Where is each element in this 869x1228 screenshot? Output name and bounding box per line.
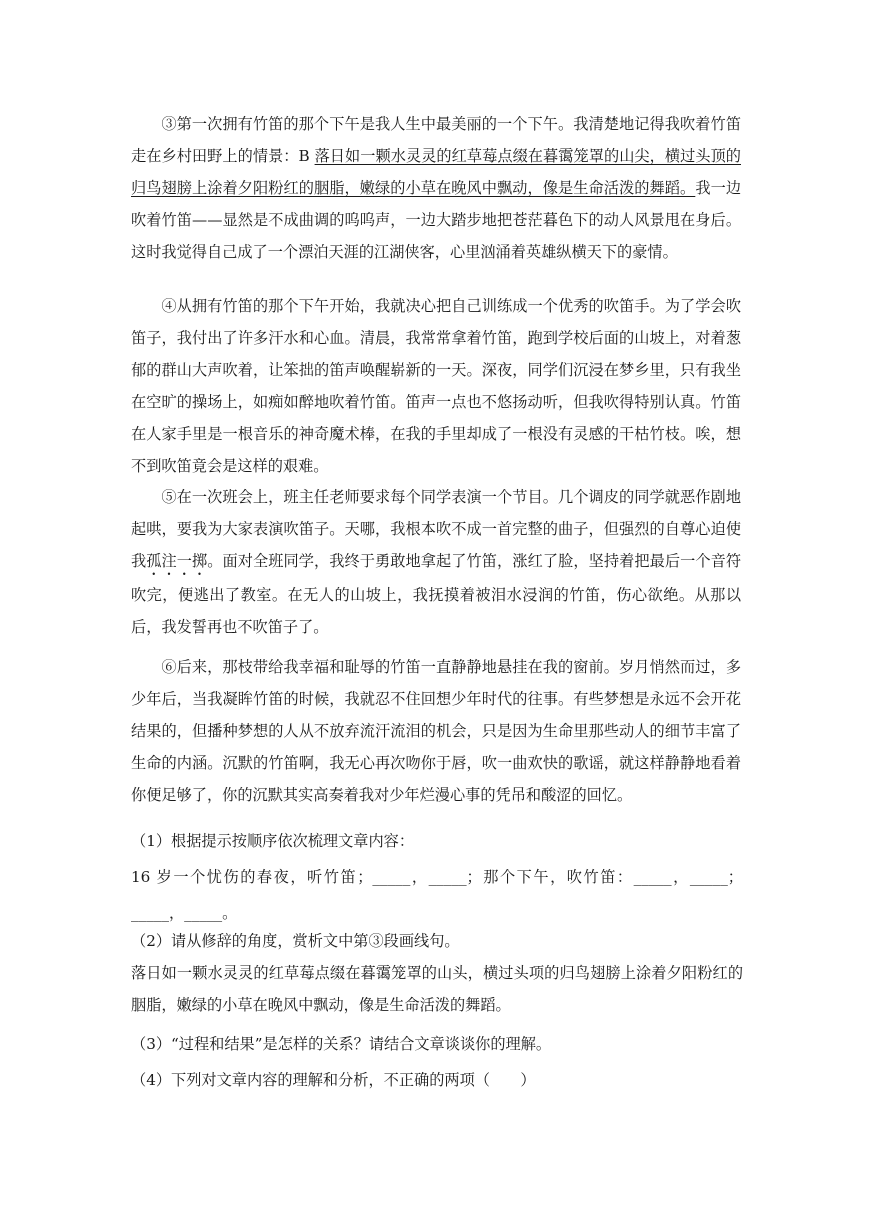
emphasized-idiom: 孤注一掷 (146, 552, 208, 570)
paragraph-3 (131, 108, 741, 268)
question-2-quote: 落日如一颗水灵灵的红草莓点缀在暮霭笼罩的山头，横过头项的归鸟翅膀上涂着夕阳粉红的胭脂，嫩绿的小草在晚风中飘动，像是生命活泼的舞蹈。 (131, 964, 743, 1014)
paragraph-4: ④从拥有竹笛的那个下午开始，我就决心把自己训练成一个优秀的吹笛手。为了学会吹笛子，我付出了许多汗水和心血。清晨，我常常拿着竹笛，跑到学校后面的山坡上，对着葱郁的群山大声吹着，让笨拙的笛声唤醒崭新的一天。深夜，同学们沉浸在梦乡里，只有我坐在空旷的操场上，如痴如醉地吹着竹笛。笛声一点也不悠扬动听，但我吹得特别认真。竹笛在人家手里是一根音乐的神奇魔术棒，在我的手里却成了一根没有灵感的干枯竹枝。唉，想不到吹笛竟会是这样的艰难。 (131, 297, 741, 475)
paragraph-3-lead: ③第一次拥有竹笛的那个下午是我人生中最美丽的一个下午。我清楚地记得我吹着竹笛走在乡村田野上的情景：B (131, 115, 741, 165)
paragraph-5 (131, 481, 741, 643)
paragraph-3-tail: 我一边吹着竹笛——显然是不成曲调的呜呜声，一边大踏步地把苍茫暮色下的动人风景甩在身后。这时我觉得自己成了一个漂泊天涯的江湖侠客，心里汹涌着英雄纵横天下的豪情。 (131, 179, 742, 261)
question-2-title: （2）请从修辞的角度，赏析文中第③段画线句。 (131, 932, 460, 950)
underlined-sentence-b: 落日如一颗水灵灵的红草莓点缀在暮霭笼罩的山尖，横过头顶的归鸟翅膀上涂着夕阳粉红的胭脂，嫩绿的小草在晚风中飘动，像是生命活泼的舞蹈。 (131, 147, 741, 197)
question-1-title: （1）根据提示按顺序依次梳理文章内容： (131, 832, 415, 850)
question-1-body: 16 岁一个忧伤的春夜，听竹笛；_____，_____；那个下午，吹竹笛：_____，_____；_____，_____。 (131, 868, 743, 922)
question-3: （3）“过程和结果”是怎样的关系？请结合文章谈谈你的理解。 (131, 1035, 552, 1053)
question-4: （4）下列对文章内容的理解和分析，不正确的两项（ ） (131, 1071, 536, 1089)
paragraph-5-tail: 。面对全班同学，我终于勇敢地拿起了竹笛，涨红了脸，坚持着把最后一个音符吹完，便逃出了教室。在无人的山坡上，我抚摸着被泪水浸润的竹笛，伤心欲绝。从那以后，我发誓再也不吹笛子了。 (131, 552, 742, 636)
paragraph-6: ⑥后来，那枝带给我幸福和耻辱的竹笛一直静静地悬挂在我的窗前。岁月悄然而过，多少年后，当我凝眸竹笛的时候，我就忍不住回想少年时代的往事。有些梦想是永远不会开花结果的，但播种梦想的人从不放弃流汗流泪的机会，只是因为生命里那些动人的细节丰富了生命的内涵。沉默的竹笛啊，我无心再次吻你于唇，吹一曲欢快的歌谣，就这样静静地看着你便足够了，你的沉默其实高奏着我对少年烂漫心事的凭吊和酸涩的回忆。 (131, 658, 741, 804)
paragraph-5-lead: ⑤在一次班会上，班主任老师要求每个同学表演一个节目。几个调皮的同学就恶作剧地起哄，要我为大家表演吹笛子。天哪，我根本吹不成一首完整的曲子，但强烈的自尊心迫使我 (131, 488, 741, 570)
